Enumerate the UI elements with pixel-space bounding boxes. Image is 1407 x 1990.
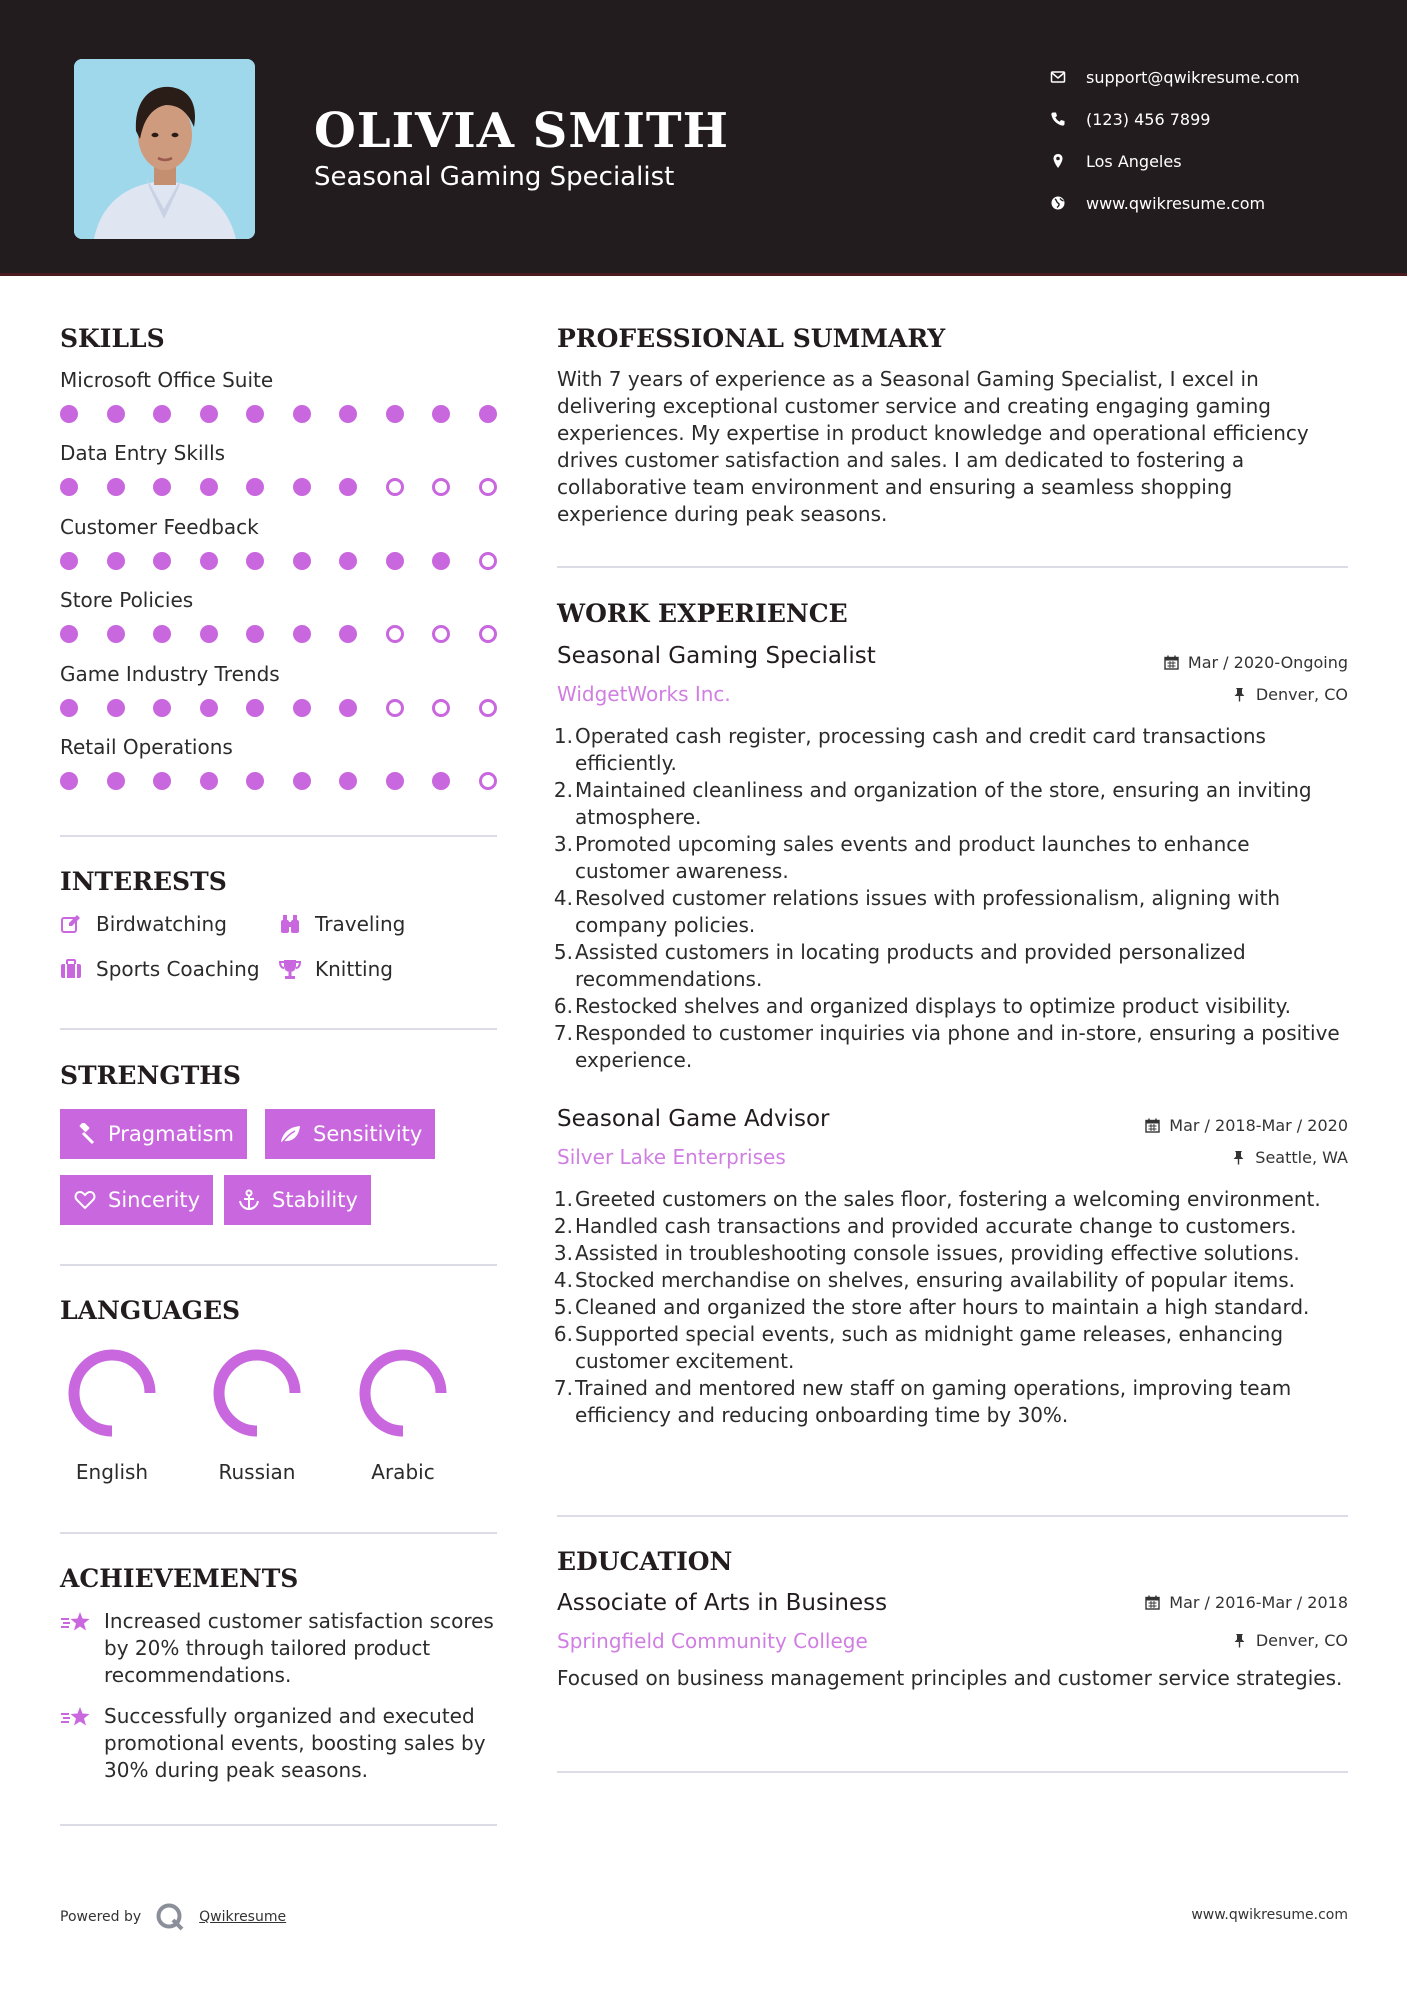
education-dates-text: Mar / 2016-Mar / 2018 [1169, 1593, 1348, 1612]
skill-dot-filled [386, 405, 404, 423]
skill-dot-empty [432, 478, 450, 496]
language-label: English [75, 1460, 149, 1484]
skill-dot-filled [60, 699, 78, 717]
experience-heading: WORK EXPERIENCE [557, 599, 848, 628]
interest-item [279, 957, 393, 981]
skill-dot-filled [339, 772, 357, 790]
skill-dot-empty [386, 699, 404, 717]
job-title: Seasonal Gaming Specialist [557, 643, 876, 669]
skill-dot-filled [293, 552, 311, 570]
education-dates [1145, 1593, 1348, 1612]
pushpin-icon [1232, 687, 1247, 702]
language-label: Russian [218, 1460, 296, 1484]
duty-item: 5. Cleaned and organized the store after hours to maintain a high standard. [553, 1295, 1310, 1319]
skill-dot-empty [479, 772, 497, 790]
strength-label: Pragmatism [108, 1122, 234, 1146]
job-dates [1164, 653, 1348, 672]
job-title: Seasonal Game Advisor [557, 1106, 830, 1132]
skill-dot-filled [200, 625, 218, 643]
duty-text: Trained and mentored new staff on gaming operations, improving team efficiency and reducing onboarding time by 30%. [575, 1376, 1292, 1427]
skill-dot-empty [432, 625, 450, 643]
skill-dot-filled [432, 772, 450, 790]
interest-label: Knitting [315, 957, 393, 981]
education-heading: EDUCATION [557, 1547, 733, 1576]
duty-text: Stocked merchandise on shelves, ensuring availability of popular items. [575, 1268, 1295, 1292]
skill-rating [60, 772, 497, 792]
job-duties-list [553, 723, 1347, 1074]
achievements-heading: ACHIEVEMENTS [60, 1564, 299, 1593]
skill-dot-filled [386, 552, 404, 570]
skill-dot-filled [60, 772, 78, 790]
pushpin-icon [1231, 1150, 1246, 1165]
interest-item [279, 912, 405, 936]
pencil-square-icon [60, 913, 82, 935]
skill-dot-filled [153, 478, 171, 496]
calendar-icon [1145, 1118, 1160, 1133]
skill-dot-empty [479, 552, 497, 570]
contact-email-text: support@qwikresume.com [1086, 67, 1300, 87]
divider [557, 1515, 1348, 1517]
divider [60, 1824, 497, 1826]
duty-item: 2. Maintained cleanliness and organization of the store, ensuring an inviting atmosphere. [553, 778, 1312, 829]
contact-email[interactable] [1050, 56, 1300, 98]
divider [60, 835, 497, 837]
skill-dot-filled [246, 552, 264, 570]
briefcase-icon [60, 958, 82, 980]
skill-dot-filled [339, 699, 357, 717]
pushpin-icon [1232, 1633, 1247, 1648]
duty-text: Cleaned and organized the store after hours to maintain a high standard. [575, 1295, 1310, 1319]
contact-phone[interactable] [1050, 98, 1300, 140]
skill-dot-filled [246, 405, 264, 423]
language-item [64, 1348, 160, 1484]
duty-text: Assisted customers in locating products and provided personalized recommendations. [575, 940, 1246, 991]
education-description: Focused on business management principles and customer service strategies. [557, 1666, 1343, 1690]
heart-icon [74, 1189, 96, 1211]
duty-text: Greeted customers on the sales floor, fostering a welcoming environment. [575, 1187, 1321, 1211]
summary-heading: PROFESSIONAL SUMMARY [557, 324, 946, 353]
skill-dot-filled [339, 625, 357, 643]
calendar-icon [1145, 1595, 1160, 1610]
strength-tag [265, 1109, 435, 1159]
skill-dot-empty [479, 478, 497, 496]
summary-text: With 7 years of experience as a Seasonal Gaming Specialist, I excel in delivering exceptional customer service and creating engaging gaming experiences. My expertise in product knowledge and operational efficiency drives customer satisfaction and sales. I am dedicated to fostering a collaborative team environment and ensuring a seamless shopping experience during peak seasons. [557, 367, 1309, 526]
skill-dot-empty [479, 625, 497, 643]
skill-dot-filled [246, 478, 264, 496]
skill-dot-filled [107, 772, 125, 790]
leaf-icon [279, 1123, 301, 1145]
skill-dot-filled [200, 478, 218, 496]
duty-text: Resolved customer relations issues with professionalism, aligning with company policies. [575, 886, 1280, 937]
contact-website[interactable] [1050, 182, 1300, 224]
anchor-icon [238, 1189, 260, 1211]
achievement-text: Increased customer satisfaction scores by 20% through tailored product recommendations. [104, 1609, 494, 1687]
powered-by-text: Powered by [60, 1909, 142, 1925]
skill-rating [60, 552, 497, 572]
skill-dot-empty [479, 699, 497, 717]
interest-item [60, 957, 260, 981]
skill-dot-filled [432, 552, 450, 570]
duty-item: 3. Promoted upcoming sales events and product launches to enhance customer awareness. [553, 832, 1250, 883]
duty-item: 7. Responded to customer inquiries via phone and in-store, ensuring a positive experience. [553, 1021, 1340, 1072]
skill-rating [60, 699, 497, 719]
strength-label: Stability [272, 1188, 358, 1212]
job-dates-text: Mar / 2018-Mar / 2020 [1169, 1116, 1348, 1135]
skill-rating [60, 478, 497, 498]
duty-item: 6. Restocked shelves and organized displays to optimize product visibility. [553, 994, 1291, 1018]
brand-link[interactable]: Qwikresume [199, 1909, 287, 1925]
skill-dot-filled [107, 552, 125, 570]
languages-heading: LANGUAGES [60, 1296, 241, 1325]
language-level-ring [67, 1348, 157, 1438]
skill-label: Retail Operations [60, 735, 233, 759]
portrait-illustration [74, 59, 255, 239]
skill-label: Data Entry Skills [60, 441, 226, 466]
contact-location-text: Los Angeles [1086, 151, 1182, 171]
skill-dot-filled [386, 772, 404, 790]
skill-dot-filled [432, 405, 450, 423]
duty-item: 1. Greeted customers on the sales floor, fostering a welcoming environment. [553, 1187, 1321, 1211]
skill-label: Microsoft Office Suite [60, 368, 274, 392]
envelope-icon [1050, 69, 1066, 85]
skill-dot-filled [60, 405, 78, 423]
strength-tag [224, 1175, 371, 1225]
language-level-ring [212, 1348, 302, 1438]
skill-dot-filled [60, 625, 78, 643]
skill-dot-filled [293, 405, 311, 423]
qwikresume-logo-icon [155, 1902, 185, 1932]
map-pin-icon [1050, 153, 1066, 169]
duty-text: Handled cash transactions and provided accurate change to customers. [575, 1214, 1297, 1238]
duty-item: 7. Trained and mentored new staff on gaming operations, improving team efficiency and reducing onboarding time by 30%. [553, 1376, 1292, 1427]
phone-icon [1050, 111, 1066, 127]
skill-dot-filled [293, 699, 311, 717]
job-location [1231, 1148, 1348, 1167]
duty-item: 1. Operated cash register, processing cash and credit card transactions efficiently. [553, 724, 1266, 775]
skill-label: Game Industry Trends [60, 661, 280, 686]
duty-text: Assisted in troubleshooting console issues, providing effective solutions. [575, 1241, 1300, 1265]
company-name: WidgetWorks Inc. [557, 682, 731, 706]
company-name: Silver Lake Enterprises [557, 1145, 786, 1169]
skill-dot-filled [293, 478, 311, 496]
divider [60, 1532, 497, 1534]
footer-powered-by [60, 1902, 286, 1932]
interest-label: Traveling [315, 912, 406, 936]
skill-dot-filled [60, 552, 78, 570]
skill-dot-empty [386, 625, 404, 643]
job-location-text: Denver, CO [1255, 685, 1348, 704]
skill-dot-filled [339, 478, 357, 496]
skill-dot-filled [200, 699, 218, 717]
skill-dot-filled [107, 625, 125, 643]
skill-dot-filled [153, 405, 171, 423]
skill-dot-filled [200, 772, 218, 790]
duty-item: 2. Handled cash transactions and provided accurate change to customers. [553, 1214, 1297, 1238]
skill-rating [60, 405, 497, 425]
footer-website[interactable]: www.qwikresume.com [1191, 1907, 1348, 1923]
degree-title: Associate of Arts in Business [557, 1590, 888, 1616]
skill-dot-filled [153, 552, 171, 570]
skill-dot-filled [293, 772, 311, 790]
skill-dot-filled [107, 699, 125, 717]
contact-phone-text: (123) 456 7899 [1086, 109, 1211, 129]
contact-website-text: www.qwikresume.com [1086, 193, 1266, 213]
interest-label: Sports Coaching [96, 957, 260, 981]
job-location-text: Seattle, WA [1255, 1148, 1348, 1167]
skill-dot-empty [432, 699, 450, 717]
trophy-icon [279, 958, 301, 980]
interest-label: Birdwatching [96, 912, 227, 936]
globe-icon [1050, 195, 1066, 211]
skill-label: Customer Feedback [60, 514, 259, 539]
gavel-icon [74, 1123, 96, 1145]
divider [60, 1264, 497, 1266]
skill-dot-filled [246, 625, 264, 643]
skill-dot-filled [293, 625, 311, 643]
interests-heading: INTERESTS [60, 867, 227, 896]
achievement-text: Successfully organized and executed promotional events, boosting sales by 30% during peak seasons. [104, 1704, 486, 1782]
skill-rating [60, 625, 497, 645]
strengths-heading: STRENGTHS [60, 1061, 241, 1090]
skill-dot-filled [339, 405, 357, 423]
duty-item: 3. Assisted in troubleshooting console issues, providing effective solutions. [553, 1241, 1300, 1265]
skill-dot-filled [107, 405, 125, 423]
candidate-role: Seasonal Gaming Specialist [314, 162, 675, 192]
duty-item: 6. Supported special events, such as midnight game releases, enhancing customer excitement. [553, 1322, 1284, 1373]
divider [60, 1028, 497, 1030]
job-dates-text: Mar / 2020-Ongoing [1187, 653, 1348, 672]
skill-dot-filled [153, 625, 171, 643]
school-name: Springfield Community College [557, 1629, 868, 1653]
duty-text: Responded to customer inquiries via phone and in-store, ensuring a positive experience. [575, 1021, 1340, 1072]
skill-dot-filled [339, 552, 357, 570]
skill-dot-filled [153, 699, 171, 717]
strength-tag [60, 1175, 213, 1225]
shooting-star-icon [60, 1705, 92, 1731]
resume-header [0, 0, 1407, 276]
duty-text: Restocked shelves and organized displays to optimize product visibility. [575, 994, 1291, 1018]
contact-list [1050, 56, 1300, 224]
shooting-star-icon [60, 1610, 92, 1636]
skill-dot-filled [60, 478, 78, 496]
duty-text: Supported special events, such as midnight game releases, enhancing customer excitement. [575, 1322, 1284, 1373]
binoculars-icon [279, 913, 301, 935]
language-label: Arabic [371, 1460, 435, 1484]
job-duties-list [553, 1186, 1347, 1429]
candidate-name: OLIVIA SMITH [314, 103, 729, 159]
skill-dot-filled [200, 405, 218, 423]
duty-item: 4. Stocked merchandise on shelves, ensuring availability of popular items. [553, 1268, 1295, 1292]
language-item [355, 1348, 451, 1484]
achievement-item [60, 1703, 500, 1784]
skill-dot-filled [246, 699, 264, 717]
skill-dot-filled [200, 552, 218, 570]
strength-tag [60, 1109, 247, 1159]
skill-dot-empty [386, 478, 404, 496]
achievement-item [60, 1608, 500, 1689]
contact-location [1050, 140, 1300, 182]
skill-dot-filled [479, 405, 497, 423]
profile-photo [74, 59, 255, 239]
divider [557, 566, 1348, 568]
calendar-icon [1164, 655, 1179, 670]
duty-text: Maintained cleanliness and organization of the store, ensuring an inviting atmosphere. [575, 778, 1312, 829]
language-level-ring [358, 1348, 448, 1438]
job-dates [1145, 1116, 1348, 1135]
duty-text: Operated cash register, processing cash and credit card transactions efficiently. [575, 724, 1266, 775]
skill-label: Store Policies [60, 588, 194, 613]
job-location [1232, 685, 1348, 704]
strength-label: Sensitivity [313, 1122, 423, 1146]
language-item [209, 1348, 305, 1484]
duty-item: 4. Resolved customer relations issues with professionalism, aligning with company policies. [553, 886, 1280, 937]
skill-dot-filled [246, 772, 264, 790]
skill-dot-filled [107, 478, 125, 496]
skills-heading: SKILLS [60, 324, 165, 353]
duty-text: Promoted upcoming sales events and product launches to enhance customer awareness. [575, 832, 1250, 883]
strength-label: Sincerity [108, 1188, 201, 1212]
divider [557, 1771, 1348, 1773]
skill-dot-filled [153, 772, 171, 790]
interest-item [60, 912, 227, 936]
duty-item: 5. Assisted customers in locating products and provided personalized recommendations. [553, 940, 1246, 991]
education-location-text: Denver, CO [1255, 1631, 1348, 1650]
education-location [1232, 1631, 1348, 1650]
